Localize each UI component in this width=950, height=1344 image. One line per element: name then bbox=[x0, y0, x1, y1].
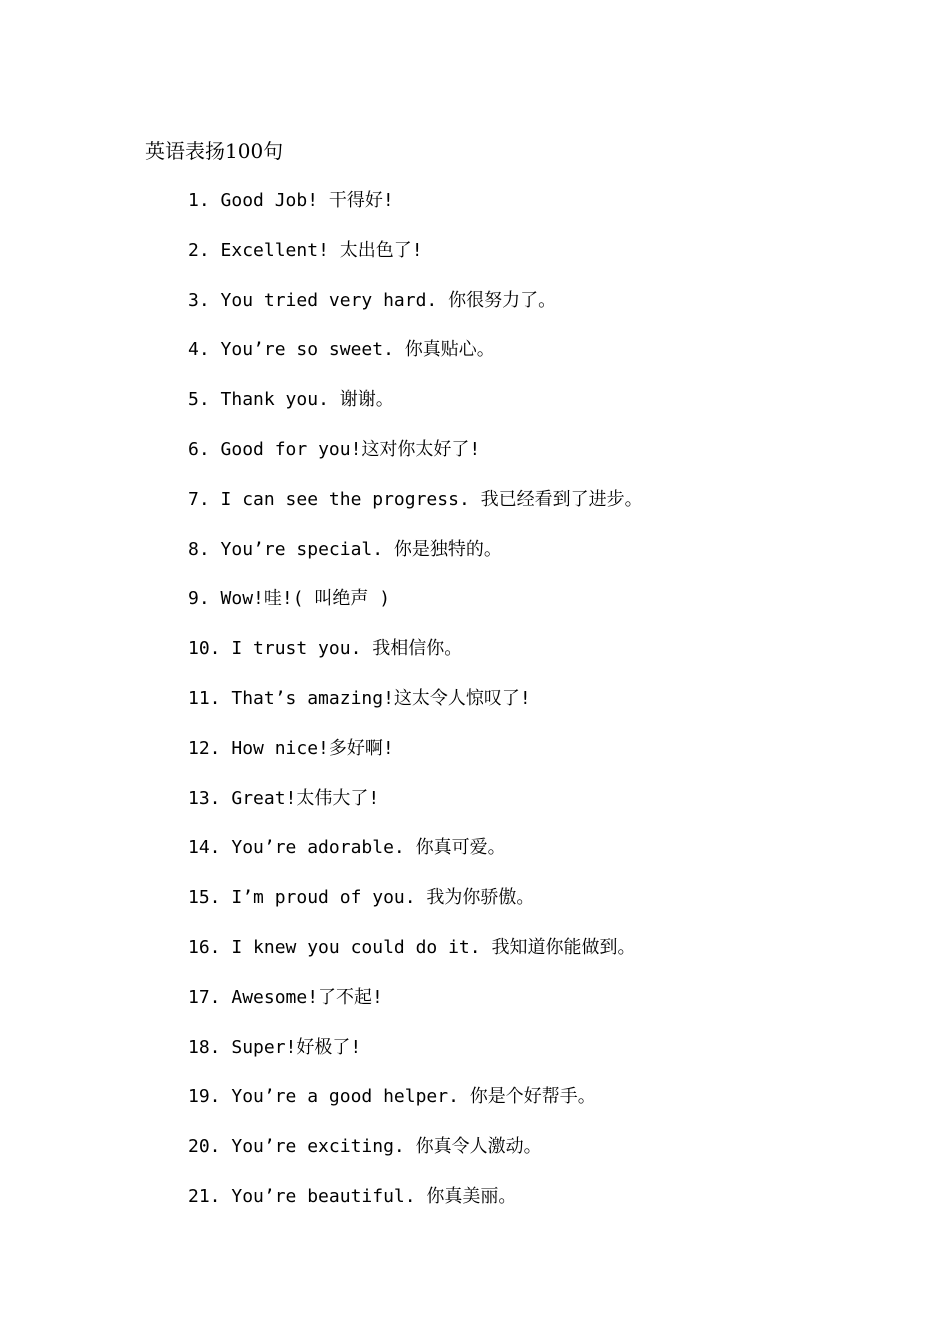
item-text: You’re special. 你是独特的。 bbox=[220, 538, 502, 560]
list-item bbox=[188, 1133, 643, 1183]
item-text: Awesome!了不起! bbox=[231, 986, 383, 1008]
list-item bbox=[188, 585, 643, 635]
list-item bbox=[188, 1034, 643, 1084]
list-item bbox=[188, 187, 643, 237]
phrase-list bbox=[188, 187, 643, 1233]
item-text: Thank you. 谢谢。 bbox=[220, 389, 394, 411]
document-title: 英语表扬100句 bbox=[145, 139, 284, 163]
item-text: You’re a good helper. 你是个好帮手。 bbox=[231, 1086, 596, 1108]
item-number: 11. bbox=[188, 687, 221, 709]
list-item bbox=[188, 685, 643, 735]
item-text: Excellent! 太出色了! bbox=[220, 239, 423, 261]
item-number: 9. bbox=[188, 588, 210, 610]
list-item bbox=[188, 287, 643, 337]
list-item bbox=[188, 536, 643, 586]
item-number: 21. bbox=[188, 1185, 221, 1207]
item-text: I’m proud of you. 我为你骄傲。 bbox=[231, 887, 535, 909]
list-item bbox=[188, 237, 643, 287]
item-text: Wow!哇!( 叫绝声 ) bbox=[220, 588, 391, 610]
item-text: I trust you. 我相信你。 bbox=[231, 638, 463, 660]
item-number: 17. bbox=[188, 986, 221, 1008]
list-item bbox=[188, 436, 643, 486]
item-number: 2. bbox=[188, 239, 210, 261]
item-number: 1. bbox=[188, 190, 210, 211]
item-number: 15. bbox=[188, 887, 221, 909]
item-text: How nice!多好啊! bbox=[231, 737, 394, 759]
item-text: Great!太伟大了! bbox=[231, 787, 380, 809]
item-number: 16. bbox=[188, 936, 221, 958]
item-number: 18. bbox=[188, 1036, 221, 1058]
item-number: 6. bbox=[188, 438, 210, 460]
item-number: 12. bbox=[188, 737, 221, 759]
item-text: Super!好极了! bbox=[231, 1036, 362, 1058]
list-item bbox=[188, 1083, 643, 1133]
item-text: I can see the progress. 我已经看到了进步。 bbox=[220, 488, 643, 510]
item-text: You’re exciting. 你真令人激动。 bbox=[231, 1136, 542, 1158]
list-item bbox=[188, 884, 643, 934]
list-item bbox=[188, 386, 643, 436]
item-text: I knew you could do it. 我知道你能做到。 bbox=[231, 936, 636, 958]
item-number: 4. bbox=[188, 339, 210, 361]
item-text: You tried very hard. 你很努力了。 bbox=[220, 289, 557, 311]
list-item bbox=[188, 834, 643, 884]
item-text: That’s amazing!这太令人惊叹了! bbox=[231, 687, 531, 709]
item-text: You’re beautiful. 你真美丽。 bbox=[231, 1185, 517, 1207]
item-number: 20. bbox=[188, 1136, 221, 1158]
item-number: 10. bbox=[188, 638, 221, 660]
item-number: 5. bbox=[188, 389, 210, 411]
item-number: 8. bbox=[188, 538, 210, 560]
list-item bbox=[188, 934, 643, 984]
list-item bbox=[188, 486, 643, 536]
list-item bbox=[188, 1183, 643, 1233]
item-number: 13. bbox=[188, 787, 221, 809]
list-item bbox=[188, 336, 643, 386]
item-text: Good Job! 干得好! bbox=[220, 190, 394, 211]
list-item bbox=[188, 735, 643, 785]
item-number: 19. bbox=[188, 1086, 221, 1108]
list-item bbox=[188, 635, 643, 685]
item-number: 7. bbox=[188, 488, 210, 510]
list-item bbox=[188, 785, 643, 835]
item-number: 3. bbox=[188, 289, 210, 311]
list-item bbox=[188, 984, 643, 1034]
item-text: You’re adorable. 你真可爱。 bbox=[231, 837, 506, 859]
item-number: 14. bbox=[188, 837, 221, 859]
item-text: You’re so sweet. 你真贴心。 bbox=[220, 339, 495, 361]
item-text: Good for you!这对你太好了! bbox=[220, 438, 481, 460]
